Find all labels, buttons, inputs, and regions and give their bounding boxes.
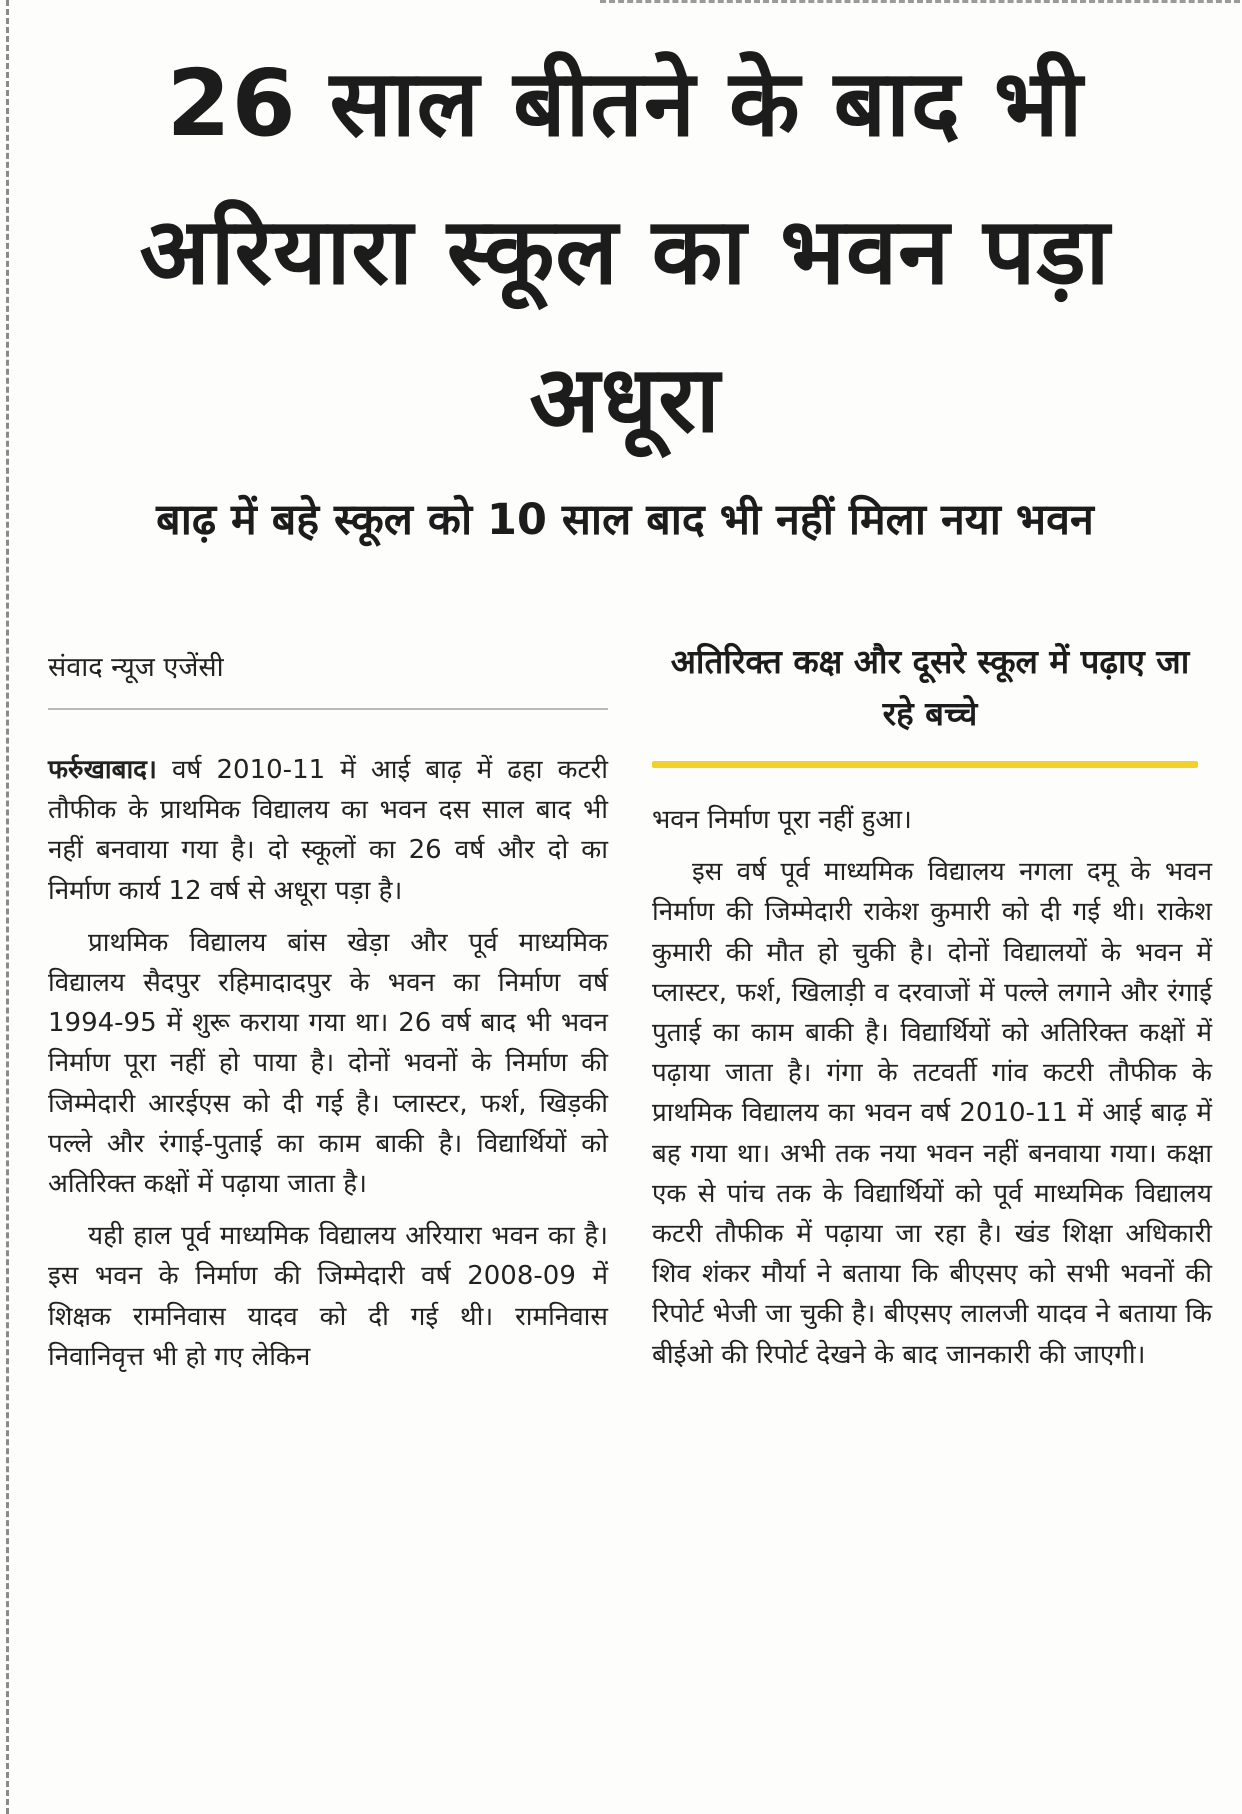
dateline: फर्रुखाबाद। [48, 755, 157, 785]
article-left-column [48, 750, 608, 1377]
sidebar-heading: अतिरिक्त कक्ष और दूसरे स्कूल में पढ़ाए जा रहे बच्चे [670, 642, 1190, 733]
subheadline: बाढ़ में बहे स्कूल को 10 साल बाद भी नहीं मिला नया भवन [156, 495, 1094, 545]
paragraph-1 [48, 750, 608, 911]
cut-line-left [6, 0, 9, 1814]
paragraph-2: प्राथमिक विद्यालय बांस खेड़ा और पूर्व माध्यमिक विद्यालय सैदपुर रहिमादादपुर के भवन का निर्माण वर्ष 1994-95 में शुरू कराया गया था। 26 वर्ष बाद भी भवन निर्माण पूरा नहीं हो पाया है। दोनों भवनों के निर्माण की जिम्मेदारी आरईएस को दी गई है। प्लास्टर, फर्श, खिड़की पल्ले और रंगाई-पुताई का काम बाकी है। विद्यार्थियों को अतिरिक्त कक्षों में पढ़ाया जाता है। [48, 927, 608, 1200]
paragraph-3: यही हाल पूर्व माध्यमिक विद्यालय अरियारा भवन का है। इस भवन के निर्माण की जिम्मेदारी वर्ष 2008-09 में शिक्षक रामनिवास यादव को दी गई थी। रामनिवास निवानिवृत्त भी हो गए लेकिन [48, 1221, 608, 1372]
accent-rule [652, 761, 1198, 768]
byline-divider [48, 708, 608, 710]
paragraph-continued: भवन निर्माण पूरा नहीं हुआ। [652, 805, 912, 835]
paragraph-4: इस वर्ष पूर्व माध्यमिक विद्यालय नगला दमू के भवन निर्माण की जिम्मेदारी राकेश कुमारी को दी गई थी। राकेश कुमारी की मौत हो चुकी है। दोनों विद्यालयों के भवन में प्लास्टर, फर्श, खिलाड़ी व दरवाजों में पल्ले लगाने और रंगाई पुताई का काम बाकी है। विद्यार्थियों को अतिरिक्त कक्षों में पढ़ाया जाता है। गंगा के तटवर्ती गांव कटरी तौफीक के प्राथमिक विद्यालय का भवन वर्ष 2010-11 में आई बाढ़ में बह गया था। अभी तक नया भवन नहीं बनवाया गया। कक्षा एक से पांच तक के विद्यार्थियों को पूर्व माध्यमिक विद्यालय कटरी तौफीक में पढ़ाया जा रहा है। खंड शिक्षा अधिकारी शिव शंकर मौर्या ने बताया कि बीएसए को सभी भवनों की रिपोर्ट भेजी जा चुकी है। बीएसए लालजी यादव ने बताया कि बीईओ की रिपोर्ट देखने के बाद जानकारी की जाएगी। [652, 857, 1212, 1370]
paragraph-1-text: वर्ष 2010-11 में आई बाढ़ में ढहा कटरी तौफीक के प्राथमिक विद्यालय का भवन दस साल बाद भी नहीं बनवाया गया है। दो स्कूलों का 26 वर्ष और दो का निर्माण कार्य 12 वर्ष से अधूरा पड़ा है। [48, 755, 608, 906]
headline: 26 साल बीतने के बाद भी अरियारा स्कूल का भवन पड़ा अधूरा [139, 50, 1111, 453]
cut-line-top [600, 0, 1240, 3]
byline: संवाद न्यूज एजेंसी [48, 652, 224, 683]
article-right-column [652, 800, 1212, 1375]
